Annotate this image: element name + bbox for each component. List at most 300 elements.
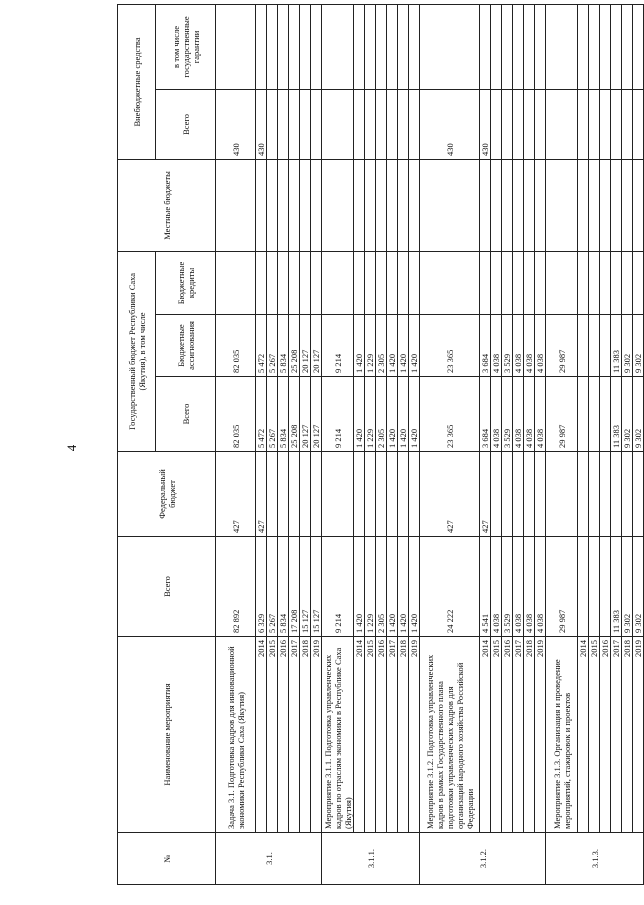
cell-extra-total (535, 89, 546, 159)
cell-total: 4 541 (480, 537, 491, 637)
cell-extra-guarantee (480, 4, 491, 89)
year-label: 2014 (256, 637, 267, 833)
cell-local (600, 159, 611, 251)
cell-state-credits (600, 251, 611, 314)
cell-federal (278, 452, 289, 537)
cell-federal (376, 452, 387, 537)
cell-total: 5 267 (267, 537, 278, 637)
cell-state-credits (322, 251, 354, 314)
cell-state-credits (491, 251, 502, 314)
header-state-credits: Бюджетные кредиты (156, 251, 216, 314)
cell-extra-total (409, 89, 420, 159)
cell-extra-guarantee (409, 4, 420, 89)
cell-federal (311, 452, 322, 537)
cell-extra-guarantee (267, 4, 278, 89)
cell-state-alloc: 4 038 (513, 315, 524, 377)
year-label: 2018 (398, 637, 409, 833)
cell-extra-guarantee (502, 4, 513, 89)
cell-extra-guarantee (524, 4, 535, 89)
cell-local (289, 159, 300, 251)
cell-state-alloc: 1 420 (387, 315, 398, 377)
cell-state-alloc: 1 420 (398, 315, 409, 377)
year-label: 2014 (578, 637, 589, 833)
section-row (216, 4, 256, 884)
cell-state-credits (633, 251, 644, 314)
cell-total: 15 127 (300, 537, 311, 637)
table-row (409, 4, 420, 884)
cell-state-credits (387, 251, 398, 314)
year-label: 2019 (535, 637, 546, 833)
cell-extra-guarantee (578, 4, 589, 89)
cell-state-credits (289, 251, 300, 314)
year-label: 2017 (289, 637, 300, 833)
cell-federal (611, 452, 622, 537)
section-number: 3.1. (216, 833, 322, 885)
cell-extra-guarantee (216, 4, 256, 89)
cell-state-credits (611, 251, 622, 314)
cell-state-credits (300, 251, 311, 314)
budget-table (117, 4, 644, 885)
cell-total: 1 420 (409, 537, 420, 637)
cell-state-total: 5 834 (278, 377, 289, 452)
header-extra-group: Внебюджетные средства (118, 4, 156, 159)
cell-state-credits (480, 251, 491, 314)
cell-extra-guarantee (256, 4, 267, 89)
cell-local (524, 159, 535, 251)
cell-state-total: 1 229 (365, 377, 376, 452)
cell-extra-total (289, 89, 300, 159)
header-total: Всего (118, 537, 216, 637)
cell-local (322, 159, 354, 251)
table-row (289, 4, 300, 884)
cell-local (491, 159, 502, 251)
cell-extra-guarantee (311, 4, 322, 89)
cell-total: 29 987 (546, 537, 578, 637)
table-row (535, 4, 546, 884)
cell-federal (365, 452, 376, 537)
cell-local (420, 159, 480, 251)
cell-extra-guarantee (513, 4, 524, 89)
cell-state-total: 4 038 (491, 377, 502, 452)
cell-extra-total (365, 89, 376, 159)
cell-total: 82 892 (216, 537, 256, 637)
table-row (267, 4, 278, 884)
cell-total: 4 038 (491, 537, 502, 637)
cell-state-credits (513, 251, 524, 314)
cell-state-alloc: 11 383 (611, 315, 622, 377)
cell-federal (535, 452, 546, 537)
cell-local (578, 159, 589, 251)
cell-extra-guarantee (278, 4, 289, 89)
cell-extra-total (491, 89, 502, 159)
header-extra-total: Всего (156, 89, 216, 159)
section-name: Мероприятие 3.1.1. Подготовка управленческих кадров по отраслям экономики в Республике Саха (Якутия) (322, 637, 354, 833)
cell-total: 2 305 (376, 537, 387, 637)
header-state-total: Всего (156, 377, 216, 452)
section-number: 3.1.1. (322, 833, 420, 885)
year-label: 2015 (589, 637, 600, 833)
cell-extra-total: 430 (480, 89, 491, 159)
year-label: 2017 (611, 637, 622, 833)
cell-total: 5 834 (278, 537, 289, 637)
section-row (322, 4, 354, 884)
cell-extra-total (633, 89, 644, 159)
cell-state-credits (589, 251, 600, 314)
cell-federal (491, 452, 502, 537)
cell-total: 15 127 (311, 537, 322, 637)
cell-state-credits (546, 251, 578, 314)
table-row (491, 4, 502, 884)
cell-state-total: 9 302 (622, 377, 633, 452)
cell-federal (398, 452, 409, 537)
cell-local (365, 159, 376, 251)
cell-federal (300, 452, 311, 537)
section-number: 3.1.3. (546, 833, 644, 885)
cell-state-credits (267, 251, 278, 314)
cell-extra-guarantee (611, 4, 622, 89)
cell-federal (354, 452, 365, 537)
cell-state-alloc: 2 305 (376, 315, 387, 377)
year-label: 2019 (409, 637, 420, 833)
cell-state-total: 2 305 (376, 377, 387, 452)
year-label: 2019 (311, 637, 322, 833)
cell-extra-total (589, 89, 600, 159)
cell-state-alloc: 20 127 (300, 315, 311, 377)
cell-state-alloc: 1 420 (409, 315, 420, 377)
cell-local (409, 159, 420, 251)
cell-local (622, 159, 633, 251)
cell-federal: 427 (216, 452, 256, 537)
year-label: 2019 (633, 637, 644, 833)
table-row (502, 4, 513, 884)
cell-local (278, 159, 289, 251)
cell-state-total: 82 035 (216, 377, 256, 452)
cell-local (376, 159, 387, 251)
cell-state-alloc: 23 365 (420, 315, 480, 377)
cell-extra-guarantee (589, 4, 600, 89)
cell-state-alloc: 5 834 (278, 315, 289, 377)
year-label: 2016 (376, 637, 387, 833)
cell-extra-total (600, 89, 611, 159)
cell-state-alloc: 4 038 (524, 315, 535, 377)
cell-total: 6 329 (256, 537, 267, 637)
cell-state-alloc: 20 127 (311, 315, 322, 377)
cell-state-credits (278, 251, 289, 314)
table-row (387, 4, 398, 884)
cell-local (300, 159, 311, 251)
year-label: 2015 (491, 637, 502, 833)
cell-federal: 427 (256, 452, 267, 537)
cell-state-alloc: 3 529 (502, 315, 513, 377)
cell-extra-total (278, 89, 289, 159)
cell-state-alloc: 9 302 (622, 315, 633, 377)
table-row (578, 4, 589, 884)
cell-extra-total (300, 89, 311, 159)
year-label: 2014 (354, 637, 365, 833)
cell-total: 1 420 (387, 537, 398, 637)
cell-federal (513, 452, 524, 537)
cell-state-credits (502, 251, 513, 314)
table-body (216, 4, 644, 884)
cell-total: 4 038 (535, 537, 546, 637)
cell-local (267, 159, 278, 251)
cell-local (611, 159, 622, 251)
table-row (633, 4, 644, 884)
cell-total: 1 420 (354, 537, 365, 637)
cell-total: 17 208 (289, 537, 300, 637)
cell-extra-total (611, 89, 622, 159)
cell-extra-guarantee (387, 4, 398, 89)
cell-local (502, 159, 513, 251)
cell-local (354, 159, 365, 251)
cell-state-total: 1 420 (354, 377, 365, 452)
year-label: 2014 (480, 637, 491, 833)
cell-state-total: 25 208 (289, 377, 300, 452)
cell-total: 4 038 (513, 537, 524, 637)
section-row (546, 4, 578, 884)
cell-local (256, 159, 267, 251)
cell-extra-total (502, 89, 513, 159)
cell-federal (409, 452, 420, 537)
cell-extra-guarantee (633, 4, 644, 89)
cell-extra-guarantee (622, 4, 633, 89)
cell-extra-guarantee (289, 4, 300, 89)
cell-state-credits (216, 251, 256, 314)
cell-total: 11 383 (611, 537, 622, 637)
page-number: 4 (64, 444, 79, 452)
cell-state-total (589, 377, 600, 452)
cell-extra-total (354, 89, 365, 159)
cell-state-credits (365, 251, 376, 314)
cell-local (546, 159, 578, 251)
table-row (311, 4, 322, 884)
cell-state-credits (354, 251, 365, 314)
table-row (365, 4, 376, 884)
cell-state-total: 4 038 (535, 377, 546, 452)
cell-total: 1 229 (365, 537, 376, 637)
cell-state-total: 1 420 (409, 377, 420, 452)
cell-extra-total (578, 89, 589, 159)
cell-federal: 427 (420, 452, 480, 537)
cell-state-total (578, 377, 589, 452)
cell-extra-total (513, 89, 524, 159)
cell-federal (546, 452, 578, 537)
section-name: Задача 3.1. Подготовка кадров для инновационной экономики Республики Саха (Якутия) (216, 637, 256, 833)
cell-state-credits (524, 251, 535, 314)
cell-state-alloc: 25 208 (289, 315, 300, 377)
cell-state-total: 1 420 (387, 377, 398, 452)
year-label: 2016 (600, 637, 611, 833)
cell-federal (524, 452, 535, 537)
cell-local (513, 159, 524, 251)
cell-total (589, 537, 600, 637)
cell-total (578, 537, 589, 637)
cell-state-alloc: 9 302 (633, 315, 644, 377)
table-row (278, 4, 289, 884)
cell-local (398, 159, 409, 251)
year-label: 2017 (513, 637, 524, 833)
cell-extra-guarantee (300, 4, 311, 89)
cell-state-total: 4 038 (524, 377, 535, 452)
cell-extra-guarantee (376, 4, 387, 89)
rotated-table-sheet (117, 5, 643, 885)
cell-state-alloc: 9 214 (322, 315, 354, 377)
cell-extra-guarantee (365, 4, 376, 89)
cell-state-total: 4 038 (513, 377, 524, 452)
table-row (398, 4, 409, 884)
year-label: 2018 (300, 637, 311, 833)
table-row (600, 4, 611, 884)
cell-local (480, 159, 491, 251)
table-row (611, 4, 622, 884)
cell-state-credits (398, 251, 409, 314)
cell-state-total: 3 529 (502, 377, 513, 452)
cell-extra-total: 430 (256, 89, 267, 159)
cell-state-total: 5 472 (256, 377, 267, 452)
cell-state-credits (535, 251, 546, 314)
header-state-alloc: Бюджетные ассигнования (156, 315, 216, 377)
table-row (300, 4, 311, 884)
cell-local (535, 159, 546, 251)
cell-extra-total: 430 (420, 89, 480, 159)
year-label: 2017 (387, 637, 398, 833)
cell-state-total: 20 127 (300, 377, 311, 452)
cell-state-credits (409, 251, 420, 314)
cell-local (589, 159, 600, 251)
cell-federal (622, 452, 633, 537)
cell-federal (267, 452, 278, 537)
cell-state-total: 11 383 (611, 377, 622, 452)
section-row (420, 4, 480, 884)
cell-extra-total (376, 89, 387, 159)
cell-state-total (600, 377, 611, 452)
header-extra-guarantee: в том числе государственные гарантии (156, 4, 216, 89)
cell-extra-total (398, 89, 409, 159)
cell-state-total: 3 684 (480, 377, 491, 452)
table-row (376, 4, 387, 884)
section-name: Мероприятие 3.1.3. Организация и проведение мероприятий, стажировок и проектов (546, 637, 578, 833)
cell-state-alloc (589, 315, 600, 377)
cell-state-alloc: 3 684 (480, 315, 491, 377)
cell-extra-guarantee (546, 4, 578, 89)
cell-total (600, 537, 611, 637)
year-label: 2018 (524, 637, 535, 833)
table-row (524, 4, 535, 884)
cell-federal: 427 (480, 452, 491, 537)
cell-total: 1 420 (398, 537, 409, 637)
cell-total: 24 222 (420, 537, 480, 637)
cell-state-alloc: 5 267 (267, 315, 278, 377)
year-label: 2015 (267, 637, 278, 833)
header-name: Наименование мероприятия (118, 637, 216, 833)
cell-state-alloc: 4 038 (491, 315, 502, 377)
cell-extra-total (546, 89, 578, 159)
cell-extra-guarantee (420, 4, 480, 89)
cell-state-alloc: 1 229 (365, 315, 376, 377)
cell-state-alloc: 82 035 (216, 315, 256, 377)
cell-state-alloc: 5 472 (256, 315, 267, 377)
cell-state-total: 9 302 (633, 377, 644, 452)
cell-local (311, 159, 322, 251)
table-row (622, 4, 633, 884)
cell-extra-total (322, 89, 354, 159)
cell-extra-total (387, 89, 398, 159)
table-row (589, 4, 600, 884)
cell-total: 9 302 (633, 537, 644, 637)
cell-state-total: 23 365 (420, 377, 480, 452)
cell-extra-total (524, 89, 535, 159)
cell-extra-total (267, 89, 278, 159)
header-local: Местные бюджеты (118, 159, 216, 251)
cell-extra-guarantee (398, 4, 409, 89)
cell-state-total: 5 267 (267, 377, 278, 452)
cell-total: 4 038 (524, 537, 535, 637)
cell-federal (322, 452, 354, 537)
cell-state-credits (256, 251, 267, 314)
cell-state-alloc: 1 420 (354, 315, 365, 377)
cell-state-alloc: 29 987 (546, 315, 578, 377)
cell-extra-guarantee (535, 4, 546, 89)
cell-state-credits (311, 251, 322, 314)
cell-extra-guarantee (354, 4, 365, 89)
cell-federal (289, 452, 300, 537)
cell-federal (633, 452, 644, 537)
header-num: № (118, 833, 216, 885)
cell-state-total: 9 214 (322, 377, 354, 452)
cell-state-alloc: 4 038 (535, 315, 546, 377)
year-label: 2015 (365, 637, 376, 833)
cell-extra-guarantee (491, 4, 502, 89)
section-name: Мероприятие 3.1.2. Подготовка управленческих кадров в рамках Государственного плана подготовки управленческих кадров для организаций народного хозяйства Российской Федерации (420, 637, 480, 833)
cell-local (633, 159, 644, 251)
cell-federal (600, 452, 611, 537)
cell-extra-total (622, 89, 633, 159)
cell-extra-total (311, 89, 322, 159)
section-number: 3.1.2. (420, 833, 546, 885)
year-label: 2016 (278, 637, 289, 833)
cell-state-credits (420, 251, 480, 314)
cell-extra-total: 430 (216, 89, 256, 159)
cell-federal (578, 452, 589, 537)
cell-extra-guarantee (600, 4, 611, 89)
cell-total: 3 529 (502, 537, 513, 637)
cell-federal (502, 452, 513, 537)
table-row (354, 4, 365, 884)
year-label: 2018 (622, 637, 633, 833)
year-label: 2016 (502, 637, 513, 833)
cell-state-total: 1 420 (398, 377, 409, 452)
cell-total: 9 214 (322, 537, 354, 637)
header-federal: Федеральный бюджет (118, 452, 216, 537)
cell-local (387, 159, 398, 251)
table-row (256, 4, 267, 884)
cell-state-total: 20 127 (311, 377, 322, 452)
cell-state-credits (578, 251, 589, 314)
cell-state-credits (376, 251, 387, 314)
cell-state-total: 29 987 (546, 377, 578, 452)
cell-federal (387, 452, 398, 537)
table-row (513, 4, 524, 884)
cell-federal (589, 452, 600, 537)
cell-local (216, 159, 256, 251)
table-row (480, 4, 491, 884)
header-state-group: Государственный бюджет Республики Саха (Якутия), в том числе (118, 251, 156, 451)
cell-state-alloc (600, 315, 611, 377)
cell-total: 9 302 (622, 537, 633, 637)
cell-state-alloc (578, 315, 589, 377)
cell-extra-guarantee (322, 4, 354, 89)
cell-state-credits (622, 251, 633, 314)
